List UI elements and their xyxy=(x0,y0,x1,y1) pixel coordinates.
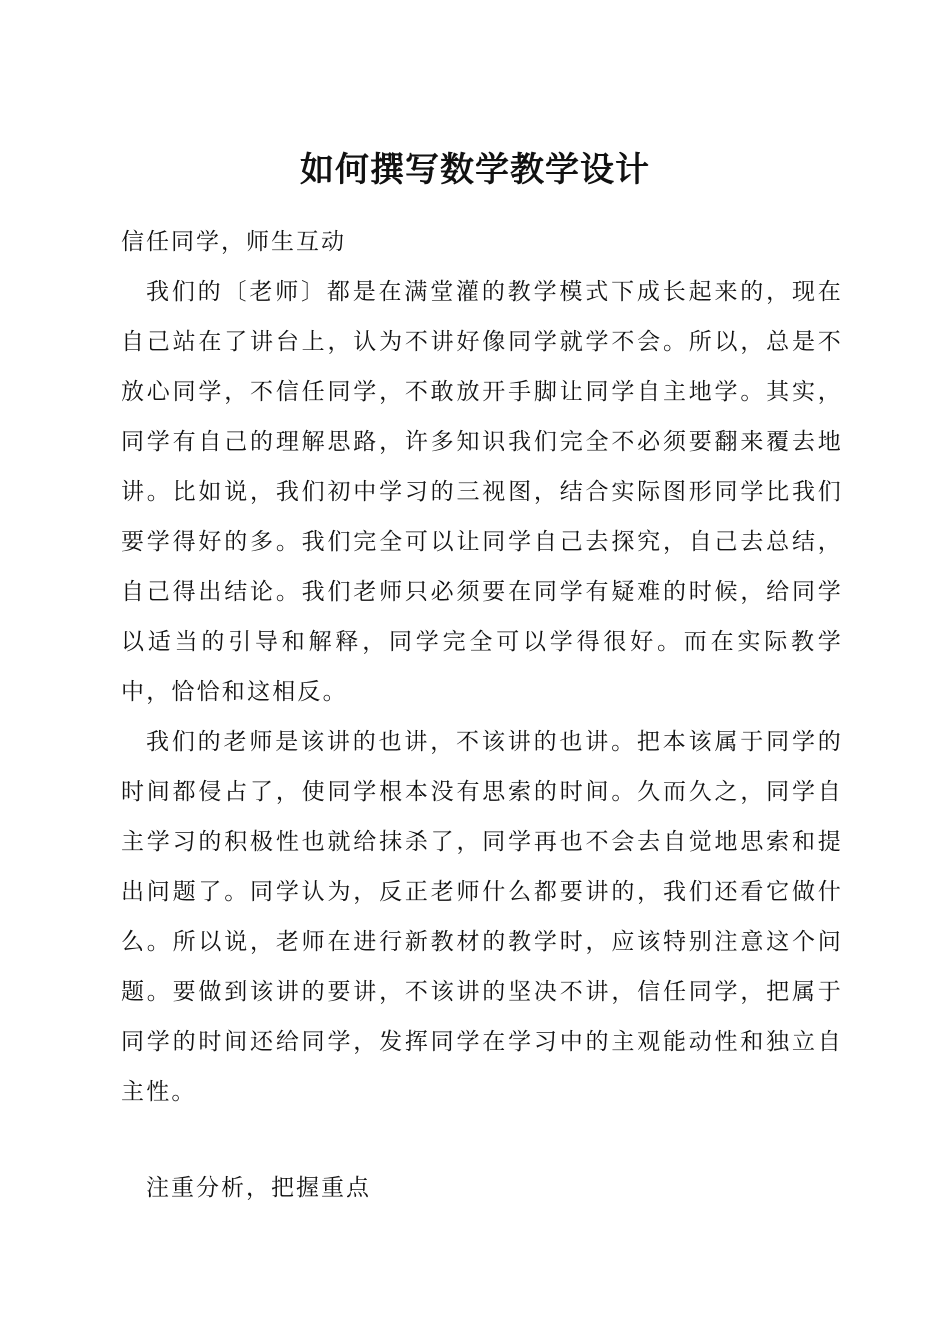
section-heading-analysis-focus: 注重分析，把握重点 xyxy=(146,1175,371,1201)
section-heading-trust-students: 信任同学，师生互动 xyxy=(121,229,346,255)
paragraph-2: 我们的老师是该讲的也讲，不该讲的也讲。把本该属于同学的时间都侵占了，使同学根本没有思索的时间。久而久之，同学自主学习的积极性也就给抹杀了，同学再也不会去自觉地思索和提出问题了。同学认为，反正老师什么都要讲的，我们还看它做什么。所以说，老师在进行新教材的教学时，应该特别注意这个问题。要做到该讲的要讲，不该讲的坚决不讲，信任同学，把属于同学的时间还给同学，发挥同学在学习中的主观能动性和独立自主性。 xyxy=(121,729,843,1105)
document-title: 如何撰写数学教学设计 xyxy=(300,150,650,190)
paragraph-1: 我们的〔老师〕都是在满堂灌的教学模式下成长起来的，现在自己站在了讲台上，认为不讲好像同学就学不会。所以，总是不放心同学，不信任同学，不敢放开手脚让同学自主地学。其实，同学有自己的理解思路，许多知识我们完全不必须要翻来覆去地讲。比如说，我们初中学习的三视图，结合实际图形同学比我们要学得好的多。我们完全可以让同学自己去探究，自己去总结，自己得出结论。我们老师只必须要在同学有疑难的时候，给同学以适当的引导和解释，同学完全可以学得很好。而在实际教学中，恰恰和这相反。 xyxy=(121,279,843,705)
